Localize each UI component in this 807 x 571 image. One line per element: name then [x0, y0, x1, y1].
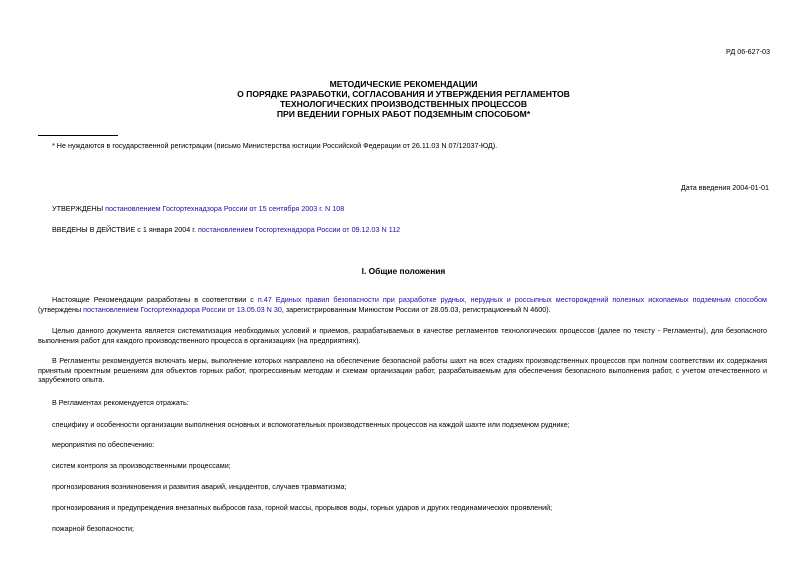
- section-heading: I. Общие положения: [361, 266, 446, 276]
- document-title: [0, 79, 807, 119]
- title-line-2: О ПОРЯДКЕ РАЗРАБОТКИ, СОГЛАСОВАНИЯ И УТВЕРЖДЕНИЯ РЕГЛАМЕНТОВ: [237, 89, 570, 100]
- title-line-3: ТЕХНОЛОГИЧЕСКИХ ПРОИЗВОДСТВЕННЫХ ПРОЦЕССОВ: [279, 99, 528, 110]
- title-line-1: МЕТОДИЧЕСКИЕ РЕКОМЕНДАЦИИ: [329, 79, 478, 89]
- list-intro: В Регламентах рекомендуется отражать:: [52, 398, 189, 407]
- list-item: прогнозирования возникновения и развития аварий, инцидентов, случаев травматизма;: [52, 482, 347, 491]
- list-item: систем контроля за производственными процессами;: [52, 461, 231, 470]
- paragraph-basis: [38, 295, 767, 314]
- list-item: специфику и особенности организации выполнения основных и вспомогательных производственных процессов на каждой шахте или подземном руднике;: [52, 420, 570, 429]
- effective-date: Дата введения 2004-01-01: [680, 183, 769, 192]
- paragraph-purpose: Целью данного документа является систематизация необходимых условий и приемов, разрабатываемых в качестве регламентов технологических процессов (далее по тексту - Регламенты), для безопасного выполнения работ для каждого производственного процесса в организациях (на предприятиях).: [38, 326, 767, 345]
- footnote-divider: [38, 135, 118, 136]
- title-line-4: ПРИ ВЕДЕНИИ ГОРНЫХ РАБОТ ПОДЗЕМНЫМ СПОСОБОМ*: [276, 109, 531, 120]
- footnote: * Не нуждаются в государственной регистрации (письмо Министерства юстиции Российской Федерации от 26.11.03 N 07/12037-ЮД).: [52, 141, 498, 150]
- document-code: РД 06-627-03: [726, 47, 770, 56]
- approved-prefix: УТВЕРЖДЕНЫ: [52, 204, 106, 213]
- paragraph-basis-text-2: (утверждены: [38, 304, 84, 314]
- paragraph-measures: В Регламенты рекомендуется включать меры, выполнение которых направлено на обеспечение безопасной работы шахт на всех стадиях производственных процессов при полном соответствии их содержания принятым проектным решениям для объектов горных работ, прогрессивным методам и схемам организации работ, разрабатываемым для обеспечения безопасного выполнения работ, с учетом отечественного и зарубежного опыта.: [38, 356, 767, 385]
- approved-resolution-link[interactable]: постановлением Госгортехнадзора России от 15 сентября 2003 г. N 108: [105, 204, 345, 213]
- effective-line: [52, 225, 400, 235]
- paragraph-basis-text-1: Настоящие Рекомендации разработаны в соответствии с: [52, 295, 258, 304]
- list-item: пожарной безопасности;: [52, 524, 135, 533]
- effective-prefix: ВВЕДЕНЫ В ДЕЙСТВИЕ с 1 января 2004 г.: [52, 225, 199, 234]
- approved-line: [52, 204, 344, 214]
- list-item: прогнозирования и предупреждения внезапных выбросов газа, горной массы, прорывов воды, горных ударов и других геодинамических проявлений;: [52, 503, 553, 512]
- effective-resolution-link[interactable]: постановлением Госгортехнадзора России от 09.12.03 N 112: [198, 225, 401, 234]
- paragraph-basis-text-3: , зарегистрированным Минюстом России от 28.05.03, регистрационный N 4600).: [281, 304, 551, 314]
- resolution-30-link[interactable]: постановлением Госгортехнадзора России от 13.05.03 N 30: [83, 304, 282, 314]
- unified-safety-rules-link[interactable]: п.47 Единых правил безопасности при разработке рудных, нерудных и россыпных месторождений полезных ископаемых подземным способом: [257, 295, 767, 304]
- list-item: мероприятия по обеспечению:: [52, 440, 155, 449]
